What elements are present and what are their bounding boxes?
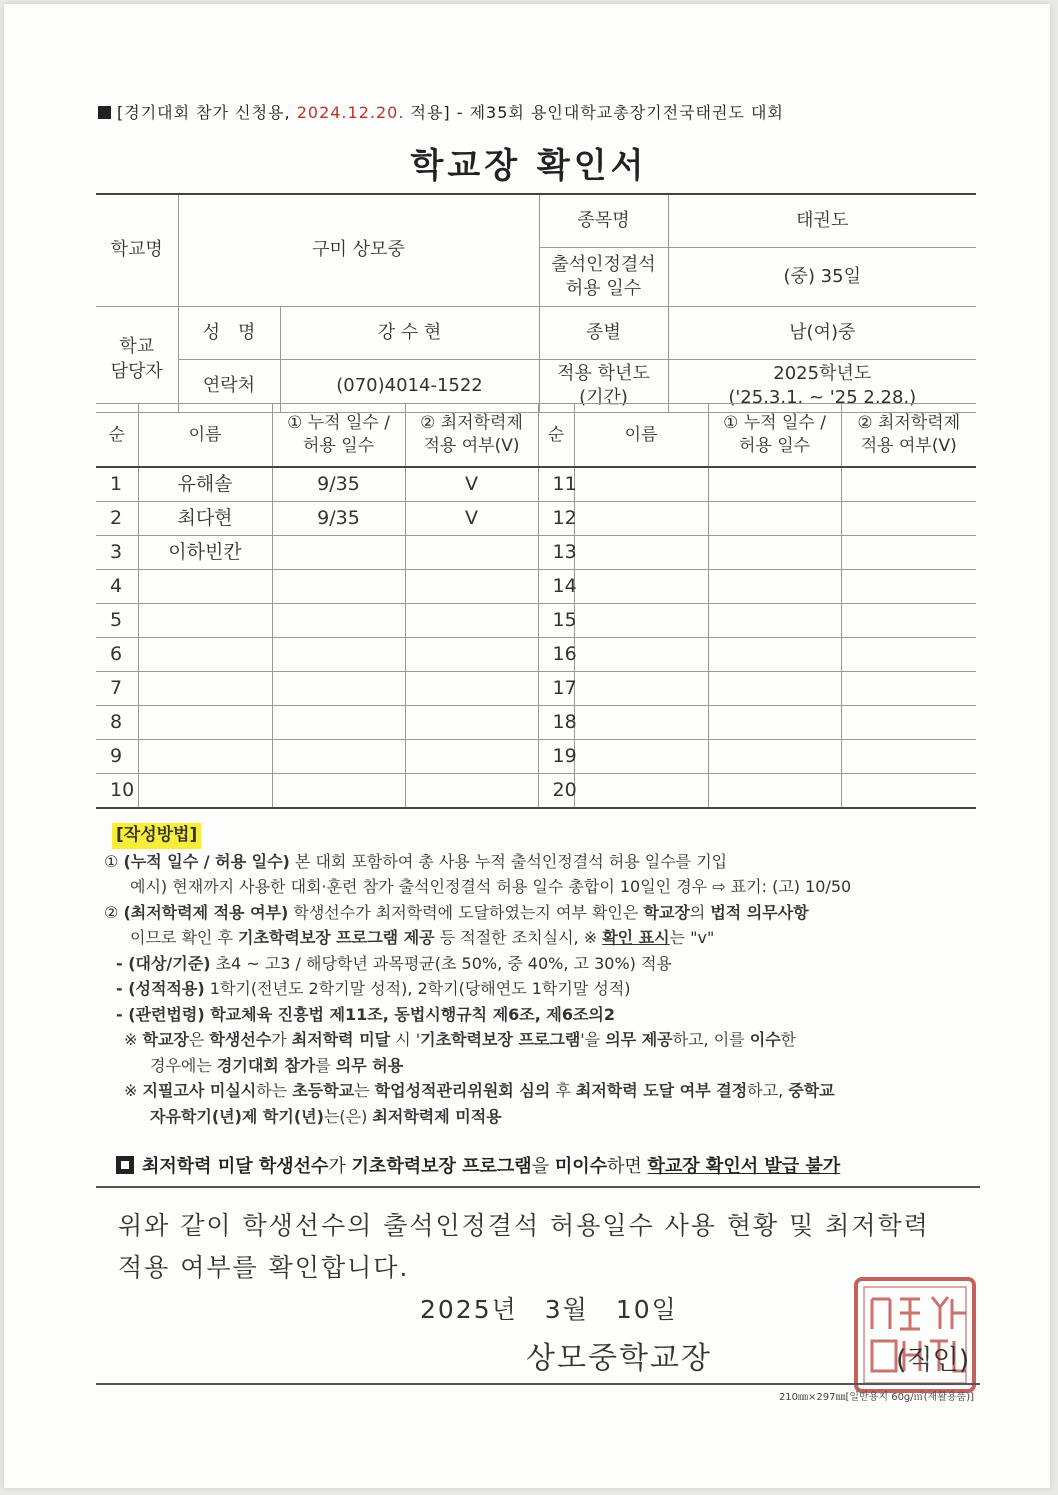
instructions [104,822,984,1129]
minimum-check [841,502,976,536]
student-name [574,467,708,502]
allowed-days-value: (중) 35일 [668,248,976,307]
student-name [574,706,708,740]
student-name [574,604,708,638]
days-value [708,774,841,809]
minimum-check [841,672,976,706]
student-name [574,570,708,604]
minimum-check [841,467,976,502]
row-number: 14 [538,570,574,604]
instruction-line: ② (최저학력제 적용 여부) 학생선수가 최저학력에 도달하였는지 여부 확인은 학교장의 법적 의무사항 [104,902,809,922]
days-value [708,740,841,774]
col-name: 이름 [138,404,272,468]
minimum-check [405,740,538,774]
student-name [574,774,708,809]
days-value [708,502,841,536]
row-number: 4 [96,570,138,604]
year-label: 적용 학년도 (기간) [539,360,668,413]
school-value: 구미 상모중 [178,194,539,307]
minimum-check [841,774,976,809]
table-row [96,740,976,774]
minimum-check [405,570,538,604]
table-row [96,570,976,604]
row-number: 20 [538,774,574,809]
row-number: 9 [96,740,138,774]
minimum-check [841,570,976,604]
student-name [574,536,708,570]
days-value [272,706,405,740]
days-value: 9/35 [272,467,405,502]
official-seal-stamp [852,1275,978,1395]
seal-label: (직인) [896,1345,970,1376]
manager-label: 학교 담당자 [96,307,178,413]
row-number: 11 [538,467,574,502]
row-number: 6 [96,638,138,672]
event-label: 종목명 [539,194,668,248]
instruction-line: 예시) 현재까지 사용한 대회·훈련 참가 출석인정결석 허용 일수 총합이 10일인 경우 ⇨ 표기: (고) 10/50 [130,877,852,896]
note-date: 2024.12.20. [296,103,405,122]
days-value [708,706,841,740]
minimum-check [405,672,538,706]
days-value [272,604,405,638]
instruction-line: - (대상/기준) 초4 ~ 고3 / 해당학년 과목평균(초 50%, 중 40%, 고 30%) 적용 [116,953,672,973]
paper-spec: 210㎜×297㎜[일반용지 60g/㎡(재활용품)] [778,1392,974,1403]
days-value [708,570,841,604]
col-days: ① 누적 일수 / 허용 일수 [708,404,841,468]
table-row [96,604,976,638]
student-name [138,706,272,740]
student-name [574,638,708,672]
minimum-check: V [405,467,538,502]
days-value [708,638,841,672]
event-value: 태권도 [668,194,976,248]
student-name [574,740,708,774]
minimum-check [405,536,538,570]
days-value [708,467,841,502]
instruction-line: ① (누적 일수 / 허용 일수) 본 대회 포함하여 총 사용 누적 출석인정결석 허용 일수를 기입 [104,851,728,871]
student-name [574,502,708,536]
row-number: 15 [538,604,574,638]
days-value [708,672,841,706]
days-value [272,570,405,604]
row-number: 2 [96,502,138,536]
minimum-check: V [405,502,538,536]
row-number: 3 [96,536,138,570]
note-suffix: 적용] - 제35회 용인대학교총장기전국태권도 대회 [404,103,784,122]
final-warning: 최저학력 미달 학생선수가 기초학력보장 프로그램을 미이수하면 학교장 확인서 발급 불가 [116,1152,840,1178]
row-number: 7 [96,672,138,706]
col-days: ① 누적 일수 / 허용 일수 [272,404,405,468]
type-label: 종별 [539,307,668,360]
student-name [138,570,272,604]
contact-label: 연락처 [178,360,280,413]
roster-table [96,403,976,809]
minimum-check [841,740,976,774]
row-number: 16 [538,638,574,672]
table-row [96,502,976,536]
instruction-line: 이므로 확인 후 기초학력보장 프로그램 제공 등 적절한 조치실시, ※ 확인 표시는 "v" [130,928,715,947]
student-name [574,672,708,706]
student-name [138,774,272,809]
minimum-check [841,706,976,740]
row-number: 19 [538,740,574,774]
minimum-check [405,604,538,638]
row-number: 18 [538,706,574,740]
row-number: 12 [538,502,574,536]
days-value [272,672,405,706]
student-name: 유해솔 [138,467,272,502]
type-value: 남(여)중 [668,307,976,360]
col-no: 순 [96,404,138,468]
divider [96,1383,980,1385]
instruction-line: 자유학기(년)제 학기(년)는(은) 최저학력제 미적용 [150,1106,502,1126]
row-number: 13 [538,536,574,570]
days-value [272,774,405,809]
minimum-check [841,536,976,570]
minimum-check [405,774,538,809]
top-note [98,100,784,123]
confirmation-text: 위와 같이 학생선수의 출석인정결석 허용일수 사용 현황 및 최저학력 적용 여부를 확인합니다. [118,1211,930,1282]
instruction-line: 경우에는 경기대회 참가를 의무 허용 [150,1055,404,1075]
table-row [96,706,976,740]
minimum-check [841,604,976,638]
days-value: 9/35 [272,502,405,536]
instructions-heading: [작성방법] [112,823,201,849]
table-row [96,467,976,502]
student-name [138,604,272,638]
row-number: 17 [538,672,574,706]
row-number: 10 [96,774,138,809]
row-number: 8 [96,706,138,740]
divider [96,1186,980,1188]
signer-title: 상모중학교장 [526,1341,712,1376]
student-name: 최다현 [138,502,272,536]
days-value [708,604,841,638]
student-name: 이하빈칸 [138,536,272,570]
table-row [96,672,976,706]
days-value [272,536,405,570]
days-value [272,638,405,672]
col-min: ② 최저학력제 적용 여부(V) [405,404,538,468]
days-value [272,740,405,774]
col-name: 이름 [574,404,708,468]
page-title: 학교장 확인서 [410,146,648,186]
name-value: 강 수 현 [280,307,539,360]
row-number: 5 [96,604,138,638]
instruction-line: ※ 지필고사 미실시하는 초등학교는 학업성적관리위원회 심의 후 최저학력 도달 여부 결정하고, 중학교 [124,1081,835,1100]
minimum-check [841,638,976,672]
allowed-days-label: 출석인정결석 허용 일수 [539,248,668,307]
info-table [96,193,976,413]
table-row [96,638,976,672]
school-label: 학교명 [96,194,178,307]
issue-date: 2025년 3월 10일 [420,1295,678,1324]
student-name [138,740,272,774]
table-row [96,536,976,570]
col-min: ② 최저학력제 적용 여부(V) [841,404,976,468]
minimum-check [405,638,538,672]
col-no: 순 [538,404,574,468]
year-value: 2025학년도 ('25.3.1. ~ '25 2.28.) [668,360,976,413]
instruction-line: - (관련법령) 학교체육 진흥법 제11조, 동법시행규칙 제6조, 제6조의2 [116,1004,616,1024]
instruction-line: ※ 학교장은 학생선수가 최저학력 미달 시 '기초학력보장 프로그램'을 의무 제공하고, 이를 이수한 [124,1030,797,1049]
square-bullet-icon [98,106,111,119]
contact-value: (070)4014-1522 [280,360,539,413]
name-label: 성 명 [178,307,280,360]
minimum-check [405,706,538,740]
checkbox-bullet-icon [116,1156,134,1174]
instruction-line: - (성적적용) 1학기(전년도 2학기말 성적), 2학기(당해연도 1학기말 성적) [116,979,631,998]
note-prefix: [경기대회 참가 신청용, [117,103,297,122]
days-value [708,536,841,570]
table-row [96,774,976,809]
student-name [138,638,272,672]
row-number: 1 [96,467,138,502]
student-name [138,672,272,706]
